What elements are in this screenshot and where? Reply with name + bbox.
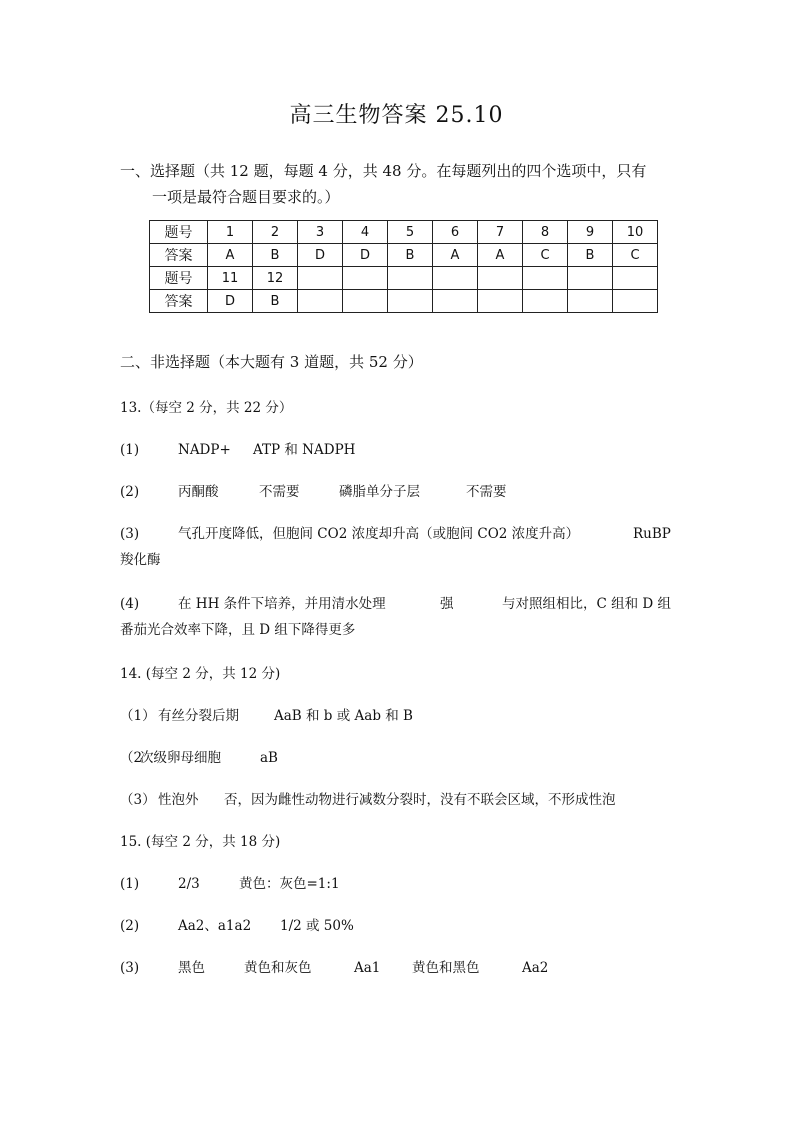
answer-cell: D [343, 244, 388, 267]
answer-blank: 不需要 [259, 484, 300, 500]
row-label: 答案 [150, 290, 208, 313]
answer-blank: Aa2、a1a2 [178, 918, 252, 934]
answer-cell: D [208, 290, 253, 313]
question-number: 11 [208, 267, 253, 290]
answer-blank: 不需要 [466, 484, 507, 500]
answer-blank: 性泡外 [158, 792, 199, 808]
q15-part3 [120, 956, 548, 976]
q15-part1 [120, 872, 340, 892]
part-number: (1) [120, 876, 140, 892]
question-number: 6 [433, 221, 478, 244]
row-label: 题号 [150, 267, 208, 290]
q13-part4-cont: 番茄光合效率下降，且 D 组下降得更多 [120, 622, 356, 638]
answer-blank: Aa2 [522, 960, 549, 976]
q13-part2 [120, 480, 507, 500]
page-title: 高三生物答案 25.10 [289, 103, 504, 128]
answer-blank: 丙酮酸 [178, 484, 219, 500]
question-number: 7 [478, 221, 523, 244]
row-label: 答案 [150, 244, 208, 267]
question-number: 2 [253, 221, 298, 244]
answer-blank: 黑色 [178, 960, 205, 976]
answer-blank: 有丝分裂后期 [158, 708, 239, 724]
answer-blank: aB [260, 750, 278, 766]
section1-line2: 一项是最符合题目要求的。） [152, 188, 340, 206]
question-number: 8 [523, 221, 568, 244]
part-number: (4) [120, 596, 140, 612]
empty-cell [568, 290, 613, 313]
part-number: (1) [120, 442, 140, 458]
answer-cell: D [298, 244, 343, 267]
empty-cell [388, 290, 433, 313]
answer-blank: 次级卵母细胞 [140, 750, 221, 766]
section2-heading: 二、非选择题（本大题有 3 道题，共 52 分） [120, 353, 423, 371]
answer-blank: Aa1 [354, 960, 381, 976]
answer-blank: 黄色和灰色 [244, 960, 312, 976]
empty-cell [523, 290, 568, 313]
answer-blank: 2/3 [178, 876, 200, 892]
q14-header: 14. (每空 2 分，共 12 分) [120, 666, 281, 682]
answer-cell: B [253, 290, 298, 313]
part-number: (2) [120, 484, 140, 500]
section1-heading [120, 158, 646, 210]
q14-part1 [120, 704, 413, 724]
empty-cell [613, 290, 658, 313]
q13-part3 [120, 522, 671, 542]
empty-cell [478, 290, 523, 313]
answer-cell: B [568, 244, 613, 267]
empty-cell [433, 290, 478, 313]
question-number: 1 [208, 221, 253, 244]
answer-blank: 与对照组相比，C 组和 D 组 [502, 596, 672, 612]
answer-blank: 黄色：灰色=1:1 [239, 876, 340, 892]
table-row [150, 244, 658, 267]
part-number: (2) [120, 918, 140, 934]
part-number: （2 [120, 750, 143, 766]
answer-cell: C [523, 244, 568, 267]
answer-blank: 1/2 或 50% [280, 918, 354, 934]
answer-cell: B [388, 244, 433, 267]
row-label: 题号 [150, 221, 208, 244]
question-number: 10 [613, 221, 658, 244]
empty-cell [433, 267, 478, 290]
empty-cell [523, 267, 568, 290]
answer-cell: A [208, 244, 253, 267]
answer-blank: 黄色和黑色 [412, 960, 480, 976]
answer-cell: B [253, 244, 298, 267]
empty-cell [568, 267, 613, 290]
answer-blank: AaB 和 b 或 Aab 和 B [274, 708, 413, 724]
answer-cell: A [433, 244, 478, 267]
answer-cell: C [613, 244, 658, 267]
answer-blank: 否，因为雌性动物进行减数分裂时，没有不联会区域，不形成性泡 [224, 792, 616, 808]
answer-blank: ATP 和 NADPH [253, 442, 356, 458]
empty-cell [298, 290, 343, 313]
question-number: 12 [253, 267, 298, 290]
empty-cell [343, 267, 388, 290]
part-number: （3） [120, 792, 156, 808]
table-row [150, 267, 658, 290]
empty-cell [298, 267, 343, 290]
part-number: (3) [120, 526, 140, 542]
answer-blank: NADP+ [178, 442, 231, 458]
answer-cell: A [478, 244, 523, 267]
q14-part3 [120, 788, 616, 808]
q13-part3-cont: 羧化酶 [120, 552, 161, 568]
table-row [150, 221, 658, 244]
empty-cell [613, 267, 658, 290]
empty-cell [478, 267, 523, 290]
answer-blank: 强 [440, 596, 454, 612]
empty-cell [343, 290, 388, 313]
answer-blank: RuBP [633, 526, 671, 542]
empty-cell [388, 267, 433, 290]
q13-part1 [120, 438, 355, 458]
answer-blank: 气孔开度降低，但胞间 CO2 浓度却升高（或胞间 CO2 浓度升高） [178, 526, 580, 542]
q15-part2 [120, 914, 354, 934]
answer-table [149, 220, 658, 313]
part-number: （1） [120, 708, 156, 724]
answer-blank: 磷脂单分子层 [339, 484, 420, 500]
q15-header: 15. (每空 2 分，共 18 分) [120, 834, 281, 850]
question-number: 5 [388, 221, 433, 244]
question-number: 3 [298, 221, 343, 244]
q14-part2 [120, 746, 278, 766]
answer-blank: 在 HH 条件下培养，并用清水处理 [178, 596, 386, 612]
q13-part4 [120, 592, 671, 612]
question-number: 4 [343, 221, 388, 244]
table-row [150, 290, 658, 313]
q13-header: 13.（每空 2 分，共 22 分） [120, 400, 293, 416]
section1-line1: 一、选择题（共 12 题，每题 4 分，共 48 分。在每题列出的四个选项中，只有 [120, 162, 647, 180]
part-number: (3) [120, 960, 140, 976]
question-number: 9 [568, 221, 613, 244]
